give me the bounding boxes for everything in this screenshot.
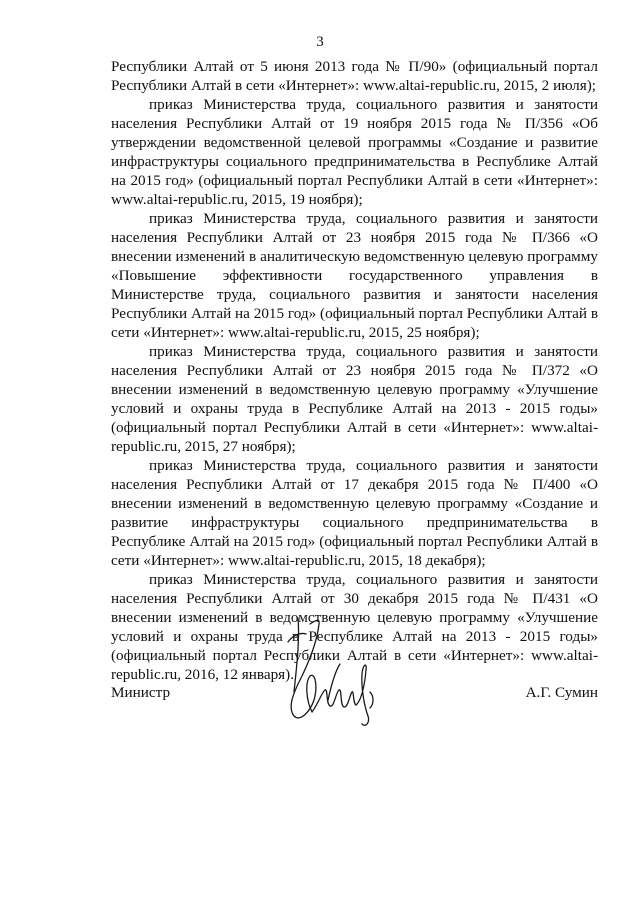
handwritten-signature bbox=[270, 612, 385, 747]
signer-name: А.Г. Сумин bbox=[525, 684, 598, 701]
page-number: 3 bbox=[316, 34, 324, 50]
paragraph-order-p400: приказ Министерства труда, социального развития и занятости населения Республики Алтай от 17 декабря 2015 года № П/400 «О внесении изменений в ведомственную целевую программу «Создание и развитие инфраструктуры социального предпринимательства в Республике Алтай на 2015 год» (официальный портал Республики Алтай в сети «Интернет»: www.altai-republic.ru, 2015, 18 декабря); bbox=[111, 457, 598, 569]
paragraph-continuation: Республики Алтай от 5 июня 2013 года № П/90» (официальный портал Республики Алтай в сети «Интернет»: www.altai-republic.ru, 2015, 2 июля); bbox=[111, 58, 598, 94]
signer-title: Министр bbox=[111, 684, 171, 701]
paragraph-order-p372: приказ Министерства труда, социального развития и занятости населения Республики Алтай от 23 ноября 2015 года № П/372 «О внесении изменений в ведомственную целевую программу «Улучшение условий и охраны труда в Республике Алтай на 2013 - 2015 годы» (официальный портал Республики Алтай в сети «Интернет»: www.altai-republic.ru, 2015, 27 ноября); bbox=[111, 343, 598, 455]
paragraph-order-p356: приказ Министерства труда, социального развития и занятости населения Республики Алтай от 19 ноября 2015 года № П/356 «Об утверждении ведомственной целевой программы «Создание и развитие инфраструктуры социального предпринимательства в Республике Алтай на 2015 год» (официальный портал Республики Алтай в сети «Интернет»: www.altai-republic.ru, 2015, 19 ноября); bbox=[111, 96, 598, 208]
document-body bbox=[111, 57, 598, 684]
paragraph-order-p431: приказ Министерства труда, социального развития и занятости населения Республики Алтай от 30 декабря 2015 года № П/431 «О внесении изменений в ведомственную целевую программу «Улучшение условий и охраны труда в Республике Алтай на 2013 - 2015 годы» (официальный портал Республики Алтай в сети «Интернет»: www.altai-republic.ru, 2016, 12 января). bbox=[111, 571, 598, 683]
signature-row bbox=[111, 684, 598, 708]
paragraph-order-p366: приказ Министерства труда, социального развития и занятости населения Республики Алтай от 23 ноября 2015 года № П/366 «О внесении изменений в аналитическую ведомственную целевую программу «Повышение эффективности государственного управления в Министерстве труда, социального развития и занятости населения Республики Алтай на 2015 год» (официальный портал Республики Алтай в сети «Интернет»: www.altai-republic.ru, 2015, 25 ноября); bbox=[111, 210, 598, 341]
